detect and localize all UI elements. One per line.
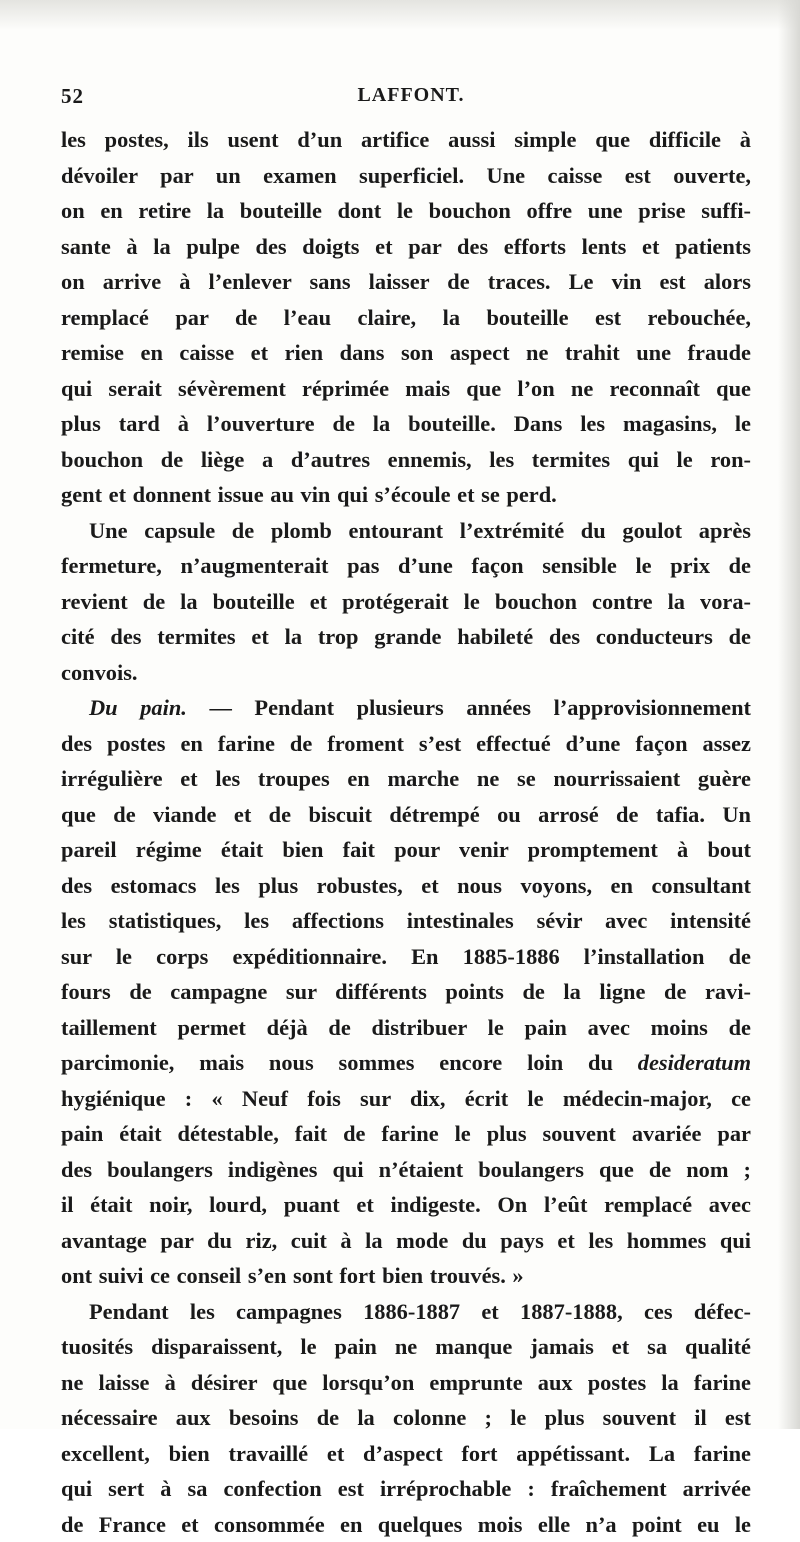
line-text: que de viande et de biscuit détrempé ou arrosé de tafia. Un — [61, 802, 751, 827]
line-text: — Pendant plusieurs années l’approvisionnement — [187, 695, 751, 720]
text-line — [61, 300, 751, 336]
line-text: Une capsule de plomb entourant l’extrémité du goulot après — [89, 518, 751, 543]
line-text: bouchon de liège a d’autres ennemis, les termites qui le ron- — [61, 447, 751, 472]
line-text: nécessaire aux besoins de la colonne ; le plus souvent il est — [61, 1405, 751, 1430]
body-text — [61, 122, 751, 1542]
line-text: excellent, bien travaillé et d’aspect fort appétissant. La farine — [61, 1441, 751, 1466]
line-text: dévoiler par un examen superficiel. Une caisse est ouverte, — [61, 163, 751, 188]
text-line — [61, 477, 751, 513]
running-head: LAFFONT. — [61, 84, 751, 107]
line-text: sante à la pulpe des doigts et par des efforts lents et patients — [61, 234, 751, 259]
text-line — [61, 1471, 751, 1507]
text-line — [61, 335, 751, 371]
text-line — [61, 619, 751, 655]
line-text: pareil régime était bien fait pour venir promptement à bout — [61, 837, 751, 862]
page-right-edge-shadow — [778, 0, 800, 1429]
text-line — [61, 229, 751, 265]
line-text: gent et donnent issue au vin qui s’écoule et se perd. — [61, 482, 557, 507]
line-text: qui serait sévèrement réprimée mais que l’on ne reconnaît que — [61, 376, 751, 401]
text-line — [61, 158, 751, 194]
line-text: taillement permet déjà de distribuer le pain avec moins de — [61, 1015, 751, 1040]
page-top-edge-shadow — [0, 0, 800, 30]
text-line — [61, 1365, 751, 1401]
line-text: parcimonie, mais nous sommes encore loin du — [61, 1050, 638, 1075]
text-line — [61, 1258, 751, 1294]
line-text: convois. — [61, 660, 138, 685]
text-line — [61, 1223, 751, 1259]
line-text: irrégulière et les troupes en marche ne se nourrissaient guère — [61, 766, 751, 791]
line-text: hygiénique : « Neuf fois sur dix, écrit le médecin-major, ce — [61, 1086, 751, 1111]
line-text: on arrive à l’enlever sans laisser de traces. Le vin est alors — [61, 269, 751, 294]
text-line — [61, 264, 751, 300]
text-line — [61, 832, 751, 868]
text-line — [61, 1436, 751, 1472]
page-number: 52 — [61, 84, 84, 109]
text-line — [61, 548, 751, 584]
text-line — [61, 1045, 751, 1081]
line-text: remise en caisse et rien dans son aspect ne trahit une fraude — [61, 340, 751, 365]
line-text: des postes en farine de froment s’est effectué d’une façon assez — [61, 731, 751, 756]
italic-term: desideratum — [638, 1050, 751, 1075]
line-text: il était noir, lourd, puant et indigeste. On l’eût remplacé avec — [61, 1192, 751, 1217]
text-line — [61, 584, 751, 620]
line-text: les postes, ils usent d’un artifice aussi simple que difficile à — [61, 127, 751, 152]
line-text: Pendant les campagnes 1886-1887 et 1887-1888, ces défec- — [89, 1299, 751, 1324]
text-line — [61, 1400, 751, 1436]
line-text: fours de campagne sur différents points de la ligne de ravi- — [61, 979, 751, 1004]
text-line — [61, 371, 751, 407]
line-text: on en retire la bouteille dont le bouchon offre une prise suffi- — [61, 198, 751, 223]
line-text: sur le corps expéditionnaire. En 1885-1886 l’installation de — [61, 944, 751, 969]
text-line — [61, 726, 751, 762]
text-line — [61, 193, 751, 229]
text-line — [61, 868, 751, 904]
line-text: avantage par du riz, cuit à la mode du pays et les hommes qui — [61, 1228, 751, 1253]
text-line — [61, 797, 751, 833]
text-line — [61, 1187, 751, 1223]
line-text: les statistiques, les affections intestinales sévir avec intensité — [61, 908, 751, 933]
text-line — [61, 1329, 751, 1365]
line-text: remplacé par de l’eau claire, la bouteille est rebouchée, — [61, 305, 751, 330]
text-line — [61, 442, 751, 478]
line-text: revient de la bouteille et protégerait le bouchon contre la vora- — [61, 589, 751, 614]
text-line — [61, 1507, 751, 1542]
line-text: des boulangers indigènes qui n’étaient boulangers que de nom ; — [61, 1157, 751, 1182]
line-text: tuosités disparaissent, le pain ne manque jamais et sa qualité — [61, 1334, 751, 1359]
text-line — [61, 1010, 751, 1046]
line-text: fermeture, n’augmenterait pas d’une façon sensible le prix de — [61, 553, 751, 578]
line-text: plus tard à l’ouverture de la bouteille. Dans les magasins, le — [61, 411, 751, 436]
text-line — [61, 1081, 751, 1117]
text-line — [61, 903, 751, 939]
text-line — [61, 1116, 751, 1152]
text-line — [61, 939, 751, 975]
text-line — [61, 122, 751, 158]
text-line — [61, 690, 751, 726]
text-line — [61, 513, 751, 549]
section-heading: Du pain. — [89, 695, 187, 720]
text-line — [61, 655, 751, 691]
line-text: ne laisse à désirer que lorsqu’on emprunte aux postes la farine — [61, 1370, 751, 1395]
text-line — [61, 1152, 751, 1188]
line-text: de France et consommée en quelques mois elle n’a point eu le — [61, 1512, 751, 1537]
line-text: des estomacs les plus robustes, et nous voyons, en consultant — [61, 873, 751, 898]
line-text: qui sert à sa confection est irréprochable : fraîchement arrivée — [61, 1476, 751, 1501]
line-text: cité des termites et la trop grande habileté des conducteurs de — [61, 624, 751, 649]
text-line — [61, 974, 751, 1010]
text-line — [61, 406, 751, 442]
text-line — [61, 1294, 751, 1330]
line-text: pain était détestable, fait de farine le plus souvent avariée par — [61, 1121, 751, 1146]
page-header — [61, 84, 751, 114]
line-text: ont suivi ce conseil s’en sont fort bien trouvés. » — [61, 1263, 524, 1288]
text-line — [61, 761, 751, 797]
